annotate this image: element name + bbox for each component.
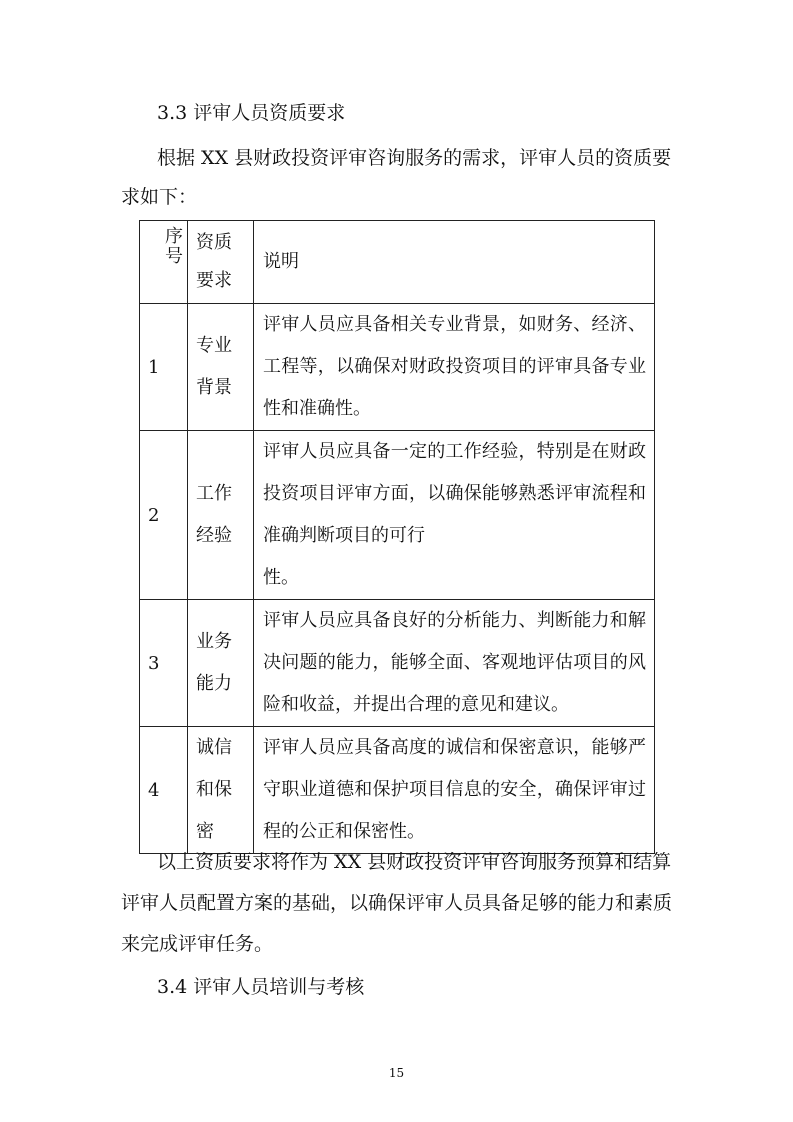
row-qualification-line-2: 能力 [196,673,232,694]
header-qualification-line-2: 要求 [196,270,232,291]
row-qualification-line-1: 诚信 [196,737,232,758]
intro-paragraph-line-1: 根据 XX 县财政投资评审咨询服务的需求，评审人员的资质要 [157,147,672,169]
header-qualification-line-1: 资质 [196,232,232,253]
header-description [254,221,655,304]
header-index [140,221,188,304]
row-description: 评审人员应具备相关专业背景，如财务、经济、工程等，以确保对财政投资项目的评审具备专业性和准确性。 [254,304,655,431]
row-index: 1 [140,304,188,431]
row-description: 评审人员应具备高度的诚信和保密意识，能够严守职业道德和保护项目信息的安全，确保评审过程的公正和保密性。 [254,727,655,854]
row-qualification [188,431,254,600]
row-qualification [188,600,254,727]
row-qualification [188,727,254,854]
row-index: 3 [140,600,188,727]
table-row [140,304,655,431]
row-qualification [188,304,254,431]
row-qualification-line-1: 业务 [196,631,232,652]
row-qualification-line-2: 背景 [196,377,232,398]
row-qualification-line-1: 工作 [196,483,232,504]
intro-paragraph-line-2: 求如下： [121,186,198,208]
row-qualification-line-2: 和保 [196,779,232,800]
row-description: 评审人员应具备良好的分析能力、判断能力和解决问题的能力，能够全面、客观地评估项目的风险和收益，并提出合理的意见和建议。 [254,600,655,727]
row-description-line-2: 性。 [263,567,299,588]
row-qualification-line-3: 密 [196,821,214,842]
row-index: 4 [140,727,188,854]
row-qualification-line-1: 专业 [196,335,232,356]
header-index-text: 序号 [165,226,183,267]
section-3-3-heading: 3.3 评审人员资质要求 [157,102,346,124]
row-description [254,431,655,600]
header-description-text: 说明 [263,251,299,272]
header-qualification [188,221,254,304]
qualification-table [139,220,655,854]
table-row [140,431,655,600]
table-row [140,727,655,854]
section-3-4-heading: 3.4 评审人员培训与考核 [157,976,365,998]
summary-paragraph-line-3: 来完成评审任务。 [121,933,274,955]
table-header-row [140,221,655,304]
summary-paragraph-line-1: 以上资质要求将作为 XX 县财政投资评审咨询服务预算和结算 [157,851,672,873]
row-index: 2 [140,431,188,600]
summary-paragraph-line-2: 评审人员配置方案的基础，以确保评审人员具备足够的能力和素质 [121,892,673,914]
row-description-line-1: 评审人员应具备一定的工作经验，特别是在财政投资项目评审方面，以确保能够熟悉评审流程和准确判断项目的可行 [263,441,646,546]
page-number: 15 [388,1066,405,1080]
row-qualification-line-2: 经验 [196,525,232,546]
table-row [140,600,655,727]
